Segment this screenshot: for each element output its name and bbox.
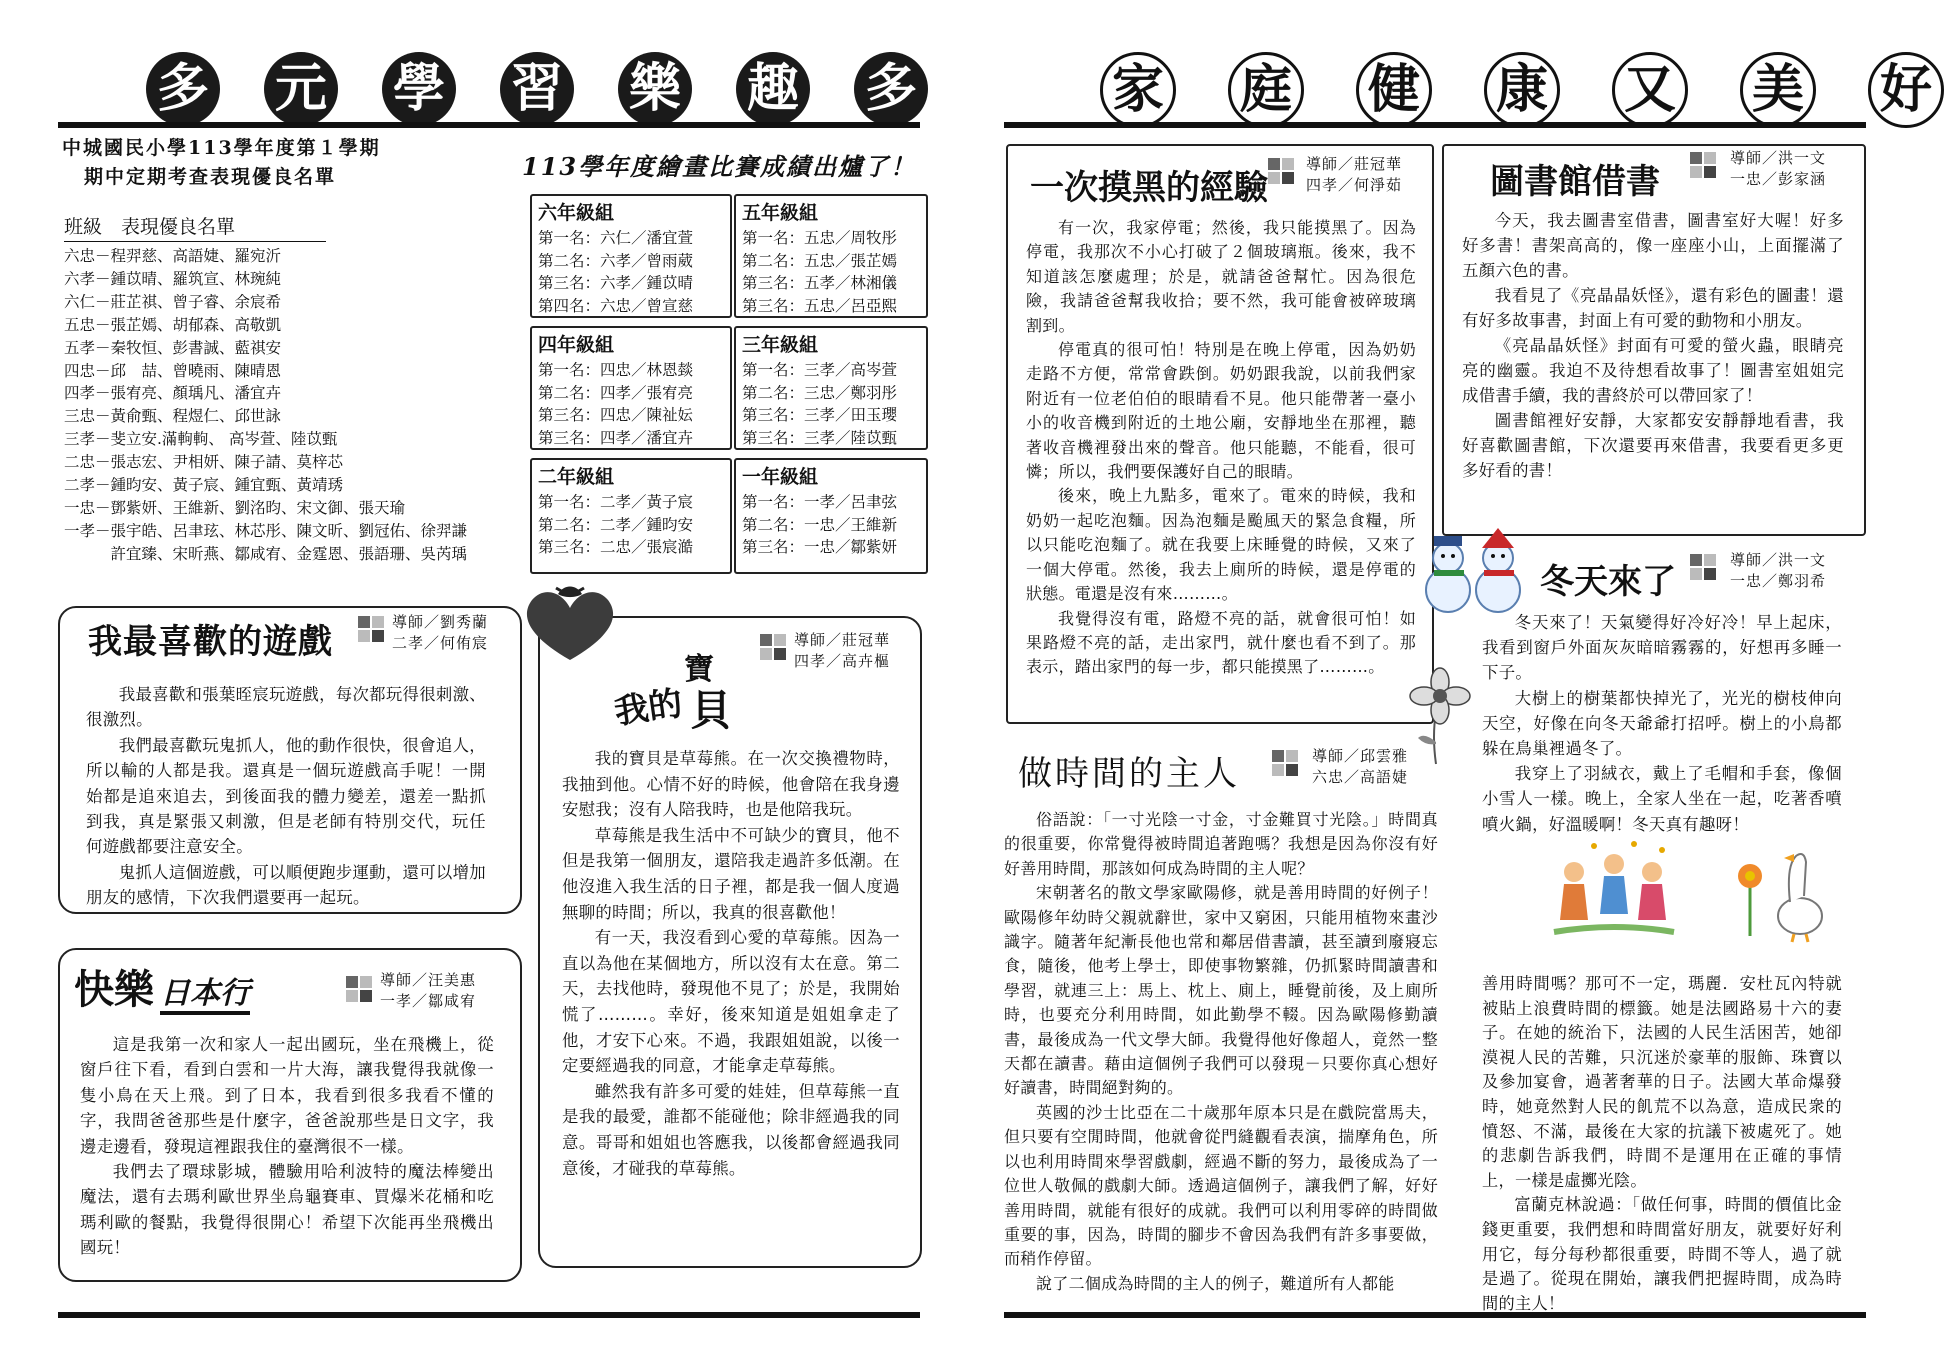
heading-char: 又	[1612, 52, 1688, 128]
article-winter-teacher: 導師／洪一文 一忠／鄭羽希	[1730, 551, 1827, 590]
paragraph: 我們最喜歡玩鬼抓人，他的動作很快，很會追人，所以輸的人都是我。還真是一個玩遊戲高手呢！一開始都是追來追去，到後面我的體力變差，還差一點抓到我，真是緊張又刺激，但是老師有特別交代，玩任何遊戲都要注意安全。	[86, 735, 486, 857]
article-time-body	[1004, 808, 1438, 1296]
paragraph: 英國的沙士比亞在二十歲那年原本只是在戲院當馬夫，但只要有空閒時間，他就會從門縫觀看表演，揣摩角色，所以也利用時間來學習戲劇，經過不斷的努力，最後成為了一位世人敬佩的戲劇大師。透過這個例子，讓我們了解，好好善用時間，就能有很好的成就。我們可以利用零碎的時間做重要的事，因為，時間的腳步不會因為我們有許多事要做，而稍作停留。	[1004, 1102, 1438, 1269]
contest-rank-row: 第三名：四忠／陳祉妘	[538, 406, 694, 424]
contest-rank-row: 第二名：五忠／張芷嫣	[742, 251, 898, 270]
paragraph: 冬天來了！天氣變得好冷好冷！早上起床，我看到窗戶外面灰灰暗暗霧霧的，好想再多睡一下子。	[1482, 613, 1842, 683]
paragraph: 今天，我去圖書室借書，圖書室好大喔！好多好多書！書架高高的，像一座座小山，上面擺滿了五顏六色的書。	[1462, 211, 1844, 280]
contest-group-name: 六年級組	[538, 202, 615, 224]
article-japan-title: 快樂 日本行	[74, 966, 250, 1013]
contest-rank-row: 第一名：二孝／黃子宸	[538, 493, 694, 511]
heading-char: 家	[1100, 52, 1176, 128]
paragraph: 富蘭克林說過：「做任何事，時間的價值比金錢更重要，我們想和時間當好朋友，就要好好利用它，每分每秒都很重要，時間不等人，過了就是過了。從現在開始，讓我們把握時間，成為時間的主人！	[1482, 1195, 1842, 1313]
honor-row: 四忠－邱 喆、曾曉雨、陳晴恩	[64, 361, 282, 380]
contest-rank-row: 第三名：二忠／張宸澔	[538, 538, 694, 556]
paragraph: 我最喜歡和張葉晊宸玩遊戲，每次都玩得很刺激、很激烈。	[86, 685, 486, 730]
article-game-teacher: 導師／劉秀蘭 二孝／何侑宸	[392, 613, 489, 652]
contest-rank-row: 第一名：三孝／高岑萱	[742, 361, 898, 379]
teacher-grid-icon	[1690, 152, 1716, 178]
article-game-title: 我最喜歡的遊戲	[88, 622, 333, 662]
contest-rank-row: 第三名：五孝／林湘儀	[742, 274, 898, 292]
flower-decoration-icon	[1406, 666, 1476, 766]
paragraph: 大樹上的樹葉都快掉光了，光光的樹枝伸向天空，好像在向冬天爺爺打招呼。樹上的小鳥都躲在鳥巢裡過冬了。	[1482, 688, 1842, 759]
contest-rank-row: 第一名：一孝／呂聿弦	[742, 493, 898, 511]
honor-row: 三忠－黃俞甄、程煜仁、邱世詠	[64, 407, 282, 426]
heading-char: 多	[146, 52, 220, 126]
article-japan-teacher: 導師／汪美惠 一孝／鄒咸宥	[380, 971, 477, 1010]
contest-rank-row: 第二名：二孝／鍾昀安	[538, 515, 694, 534]
honor-row: 一忠－鄧紫妍、王維新、劉洺昀、宋文御、張天瑜	[64, 498, 406, 517]
heading-char: 趣	[736, 52, 810, 126]
paragraph: 後來，晚上九點多，電來了。電來的時候，我和奶奶一起吃泡麵。因為泡麵是颱風天的緊急食糧，所以只能吃泡麵了。就在我要上床睡覺的時候，又來了一個大停電。然後，我去上廁所的時候，還是停電的狀態。電還是沒有來………。	[1026, 486, 1416, 604]
heading-char: 康	[1484, 52, 1560, 128]
paragraph: 鬼抓人這個遊戲，可以順便跑步運動，還可以增加朋友的感情，下次我們還要再一起玩。	[86, 862, 486, 908]
teacher-grid-icon	[358, 616, 384, 642]
paragraph: 草莓熊是我生活中不可缺少的寶貝，他不但是我第一個朋友，還陪我走過許多低潮。在他沒進入我生活的日子裡，都是我一個人度過無聊的時間；所以，我真的很喜歡他！	[562, 825, 900, 922]
teacher-grid-icon	[346, 976, 372, 1002]
paragraph: 我看見了《亮晶晶妖怪》，還有彩色的圖畫！還有好多故事書，封面上有可愛的動物和小朋友。	[1462, 286, 1844, 330]
article-time-title: 做時間的主人	[1018, 754, 1240, 794]
article-dark-body	[1026, 216, 1416, 680]
contest-rank-row: 第三名：六孝／鍾苡晴	[538, 274, 694, 292]
paragraph: 我覺得沒有電，路燈不亮的話，就會很可怕！如果路燈不亮的話，走出家門，就什麼也看不到了。那表示，踏出家門的每一步，都只能摸黑了………。	[1026, 608, 1416, 677]
article-time-continued	[1482, 972, 1842, 1316]
contest-group	[530, 326, 732, 450]
article-library-title: 圖書館借書	[1490, 162, 1660, 202]
right-page-heading	[1100, 52, 1944, 128]
contest-rank-row: 第四名：六忠／曾宣慈	[538, 296, 694, 315]
honor-row: 五孝－秦牧恒、彭書誠、藍祺安	[64, 338, 282, 357]
honor-title-2: 期中定期考查表現優良名單	[84, 166, 337, 188]
heading-char: 習	[500, 52, 574, 126]
paragraph: 善用時間嗎？那可不一定，瑪麗．安杜瓦內特就被貼上浪費時間的標籤。她是法國路易十六的妻子。在她的統治下，法國的人民生活困苦，她卻漠視人民的苦難，只沉迷於豪華的服飾、珠寶以及參加宴會，過著奢華的日子。法國大革命爆發時，她竟然對人民的飢荒不以為意，造成民衆的憤怒、不滿，最後在大家的抗議下被處死了。她的悲劇告訴我們，時間不是運用在正確的事情上，一樣是虛擲光陰。	[1482, 974, 1842, 1190]
article-japan-body	[80, 1032, 494, 1261]
article-time-teacher: 導師／邱雲雅 六忠／高語婕	[1312, 747, 1409, 786]
contest-rank-row: 第一名：六仁／潘宜萱	[538, 229, 694, 247]
contest-group-name: 二年級組	[538, 466, 615, 488]
paragraph: 我的寶貝是草莓熊。在一次交換禮物時，我抽到他。心情不好的時候，他會陪在我身邊安慰我；沒有人陪我時，也是他陪我玩。	[562, 749, 900, 820]
paragraph: 圖書館裡好安靜，大家都安安靜靜地看書，我好喜歡圖書館，下次還要再來借書，我要看更多更多好看的書！	[1462, 411, 1844, 480]
paragraph: 有一天，我沒看到心愛的草莓熊。因為一直以為他在某個地方，所以沒有太在意。第二天，去找他時，發現他不見了；於是，我開始慌了………。幸好，後來知道是姐姐拿走了他，才安下心來。不過，我跟姐姐說，以後一定要經過我的同意，才能拿走草莓熊。	[562, 928, 900, 1076]
honor-row: 四孝－張宥亮、顏瑀凡、潘宜卉	[64, 384, 282, 403]
article-treasure-teacher: 導師／莊冠華 四孝／高卉樞	[794, 631, 891, 670]
children-dancing-illustration	[1544, 836, 1684, 946]
heading-char: 樂	[618, 52, 692, 126]
honor-row: 六仁－莊芷祺、曾子睿、余宸希	[64, 292, 282, 311]
honor-row: 一孝－張宇皓、呂聿玹、林芯彤、陳文昕、劉冠佑、徐羿謙	[64, 521, 468, 540]
honor-row: 六孝－鍾苡晴、羅筑宣、林琬純	[64, 269, 282, 288]
paragraph: 宋朝著名的散文學家歐陽修，就是善用時間的好例子！歐陽修年幼時父親就辭世，家中又窮困，只能用植物來畫沙識字。隨著年紀漸長他也常和鄰居借書讀，甚至讀到廢寢忘食，隨後，他考上學士，即使事物繁雜，仍抓緊時間讀書和學習，就連三上：馬上、枕上、廁上，睡覺前後，及上廁所時，也要充分利用時間，如此勤學不輟。因為歐陽修勤讀書，最後成為一代文學大師。我覺得他好像超人，竟然一整天都在讀書。藉由這個例子我們可以發現－只要你真心想好好讀書，時間絕對夠的。	[1004, 883, 1438, 1098]
honor-row: 二忠－張志宏、尹相妍、陳子請、莫梓芯	[64, 453, 344, 472]
paragraph: 《亮晶晶妖怪》封面有可愛的螢火蟲，眼睛亮亮的幽靈。我迫不及待想看故事了！圖書室姐姐完成借書手續，我的書終於可以帶回家了！	[1462, 336, 1844, 405]
article-library-body	[1462, 208, 1844, 483]
heading-char: 健	[1356, 52, 1432, 128]
honor-list	[64, 245, 467, 566]
contest-rank-row: 第三名：一忠／鄒紫妍	[742, 538, 898, 556]
contest-rank-row: 第三名：五忠／呂亞熙	[742, 296, 898, 315]
paragraph: 雖然我有許多可愛的娃娃，但草莓熊一直是我的最愛，誰都不能碰他；除非經過我的同意。哥哥和姐姐也答應我，以後都會經過我同意後，才碰我的草莓熊。	[562, 1081, 900, 1178]
honor-title-1: 中城國民小學113學年度第１學期	[62, 137, 381, 159]
left-bottom-rule	[58, 1312, 920, 1318]
contest-rank-row: 第一名：四忠／林恩燅	[538, 361, 694, 379]
goose-flower-illustration	[1730, 836, 1840, 946]
teacher-grid-icon	[1272, 750, 1298, 776]
article-game-body	[86, 682, 486, 911]
heart-ribbon-icon	[518, 586, 622, 664]
contest-group-name: 三年級組	[742, 334, 819, 356]
honor-header: 班級 表現優良名單	[64, 212, 326, 242]
article-dark-teacher: 導師／莊冠華 四孝／何淨茹	[1306, 155, 1403, 194]
heading-char: 多	[854, 52, 928, 126]
teacher-grid-icon	[760, 634, 786, 660]
teacher-grid-icon	[1268, 158, 1294, 184]
contest-rank-row: 第一名：五忠／周牧彤	[742, 229, 898, 247]
contest-rank-row: 第二名：三忠／鄭羽彤	[742, 383, 898, 402]
paragraph: 俗語說：「一寸光陰一寸金，寸金難買寸光陰。」時間真的很重要，你常覺得被時間追著跑嗎？我想是因為你沒有好好善用時間，那該如何成為時間的主人呢？	[1004, 810, 1438, 878]
paragraph: 有一次，我家停電；然後，我只能摸黑了。因為停電，我那次不小心打破了２個玻璃瓶。後來，我不知道該怎麼處理；於是，就請爸爸幫忙。因為很危險，我請爸爸幫我收拾；要不然，我可能會被碎玻璃割到。	[1026, 218, 1416, 335]
paragraph: 我穿上了羽絨衣，戴上了毛帽和手套，像個小雪人一樣。晚上，全家人坐在一起，吃著香噴噴火鍋，好溫暖啊！冬天真有趣呀！	[1482, 764, 1842, 834]
contest-group-name: 四年級組	[538, 334, 615, 356]
honor-row: 五忠－張芷嫣、胡郁森、高敬凱	[64, 315, 282, 334]
article-treasure-body	[562, 746, 900, 1181]
contest-rank-row: 第三名：三孝／陸苡甄	[742, 428, 898, 447]
contest-rank-row: 第二名：六孝／曾雨葳	[538, 251, 694, 270]
right-top-rule	[1004, 122, 1866, 128]
honor-row: 三孝－斐立安.滿軥軥、 高岑萱、陸苡甄	[64, 430, 338, 449]
contest-rank-row: 第二名：一忠／王維新	[742, 515, 898, 534]
contest-group	[530, 194, 732, 318]
contest-group	[734, 326, 928, 450]
paragraph: 這是我第一次和家人一起出國玩，坐在飛機上，從窗戶往下看，看到白雲和一片大海，讓我覺得我就像一隻小鳥在天上飛。到了日本，我看到很多我看不懂的字，我問爸爸那些是什麼字，爸爸說那些是日文字，我邊走邊看，發現這裡跟我住的臺灣很不一樣。	[80, 1035, 494, 1156]
paragraph: 停電真的很可怕！特別是在晚上停電，因為奶奶走路不方便，常常會跌倒。奶奶跟我說，以前我們家附近有一位老伯伯的眼睛看不見。他只能帶著一臺小小的收音機到附近的土地公廟，安靜地坐在那裡，聽著收音機裡發出來的聲音。他只能聽，不能看，很可憐；所以，我們要保護好自己的眼睛。	[1026, 340, 1416, 482]
paragraph: 我們去了環球影城，體驗用哈利波特的魔法棒變出魔法，還有去瑪利歐世界坐烏龜賽車、買爆米花桶和吃瑪利歐的餐點，我覺得很開心！希望下次能再坐飛機出國玩！	[80, 1162, 494, 1258]
heading-char: 庭	[1228, 52, 1304, 128]
contest-rank-row: 第三名：四孝／潘宜卉	[538, 428, 694, 447]
contest-group	[530, 458, 732, 574]
article-winter-body	[1482, 610, 1842, 837]
article-winter-title: 冬天來了	[1540, 562, 1676, 602]
paragraph: 說了二個成為時間的主人的例子，難道所有人都能	[1036, 1273, 1395, 1293]
left-page-heading	[146, 52, 928, 126]
contest-rank-row: 第三名：三孝／田玉瓔	[742, 406, 898, 424]
honor-row: 二孝－鍾昀安、黃子宸、鍾宜甄、黃靖琇	[64, 476, 344, 495]
contest-group-name: 一年級組	[742, 466, 819, 488]
article-library-teacher: 導師／洪一文 一忠／彭家涵	[1730, 149, 1827, 188]
heading-char: 元	[264, 52, 338, 126]
article-treasure-title: 我的 寶 貝	[612, 652, 733, 735]
heading-char: 學	[382, 52, 456, 126]
heading-char: 美	[1740, 52, 1816, 128]
contest-rank-row: 第二名：四孝／張宥亮	[538, 383, 694, 402]
teacher-grid-icon	[1690, 554, 1716, 580]
honor-row: 許宜臻、宋昕燕、鄒咸宥、金霆恩、張語珊、吳芮瑀	[64, 544, 468, 563]
left-top-rule	[58, 122, 920, 128]
snowmen-icon	[1418, 520, 1528, 616]
honor-row: 六忠－程羿慈、高語婕、羅宛沂	[64, 247, 282, 265]
contest-title: 113學年度繪畫比賽成績出爐了！	[522, 152, 917, 181]
contest-group	[734, 194, 928, 318]
contest-group	[734, 458, 928, 574]
contest-group-name: 五年級組	[742, 202, 819, 224]
heading-char: 好	[1868, 52, 1944, 128]
article-dark-title: 一次摸黑的經驗	[1030, 168, 1268, 208]
